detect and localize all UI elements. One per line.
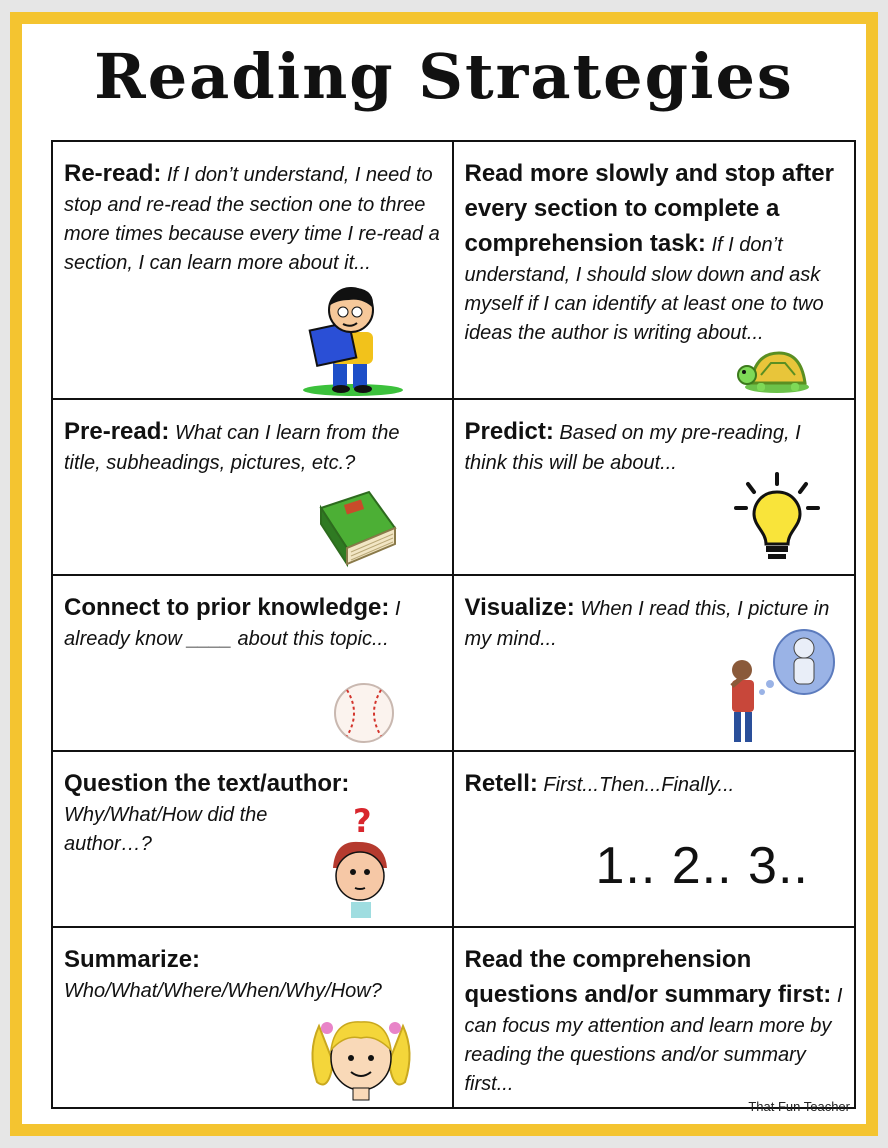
strategy-heading: Summarize: — [64, 946, 201, 973]
credit-text: That Fun Teacher — [748, 1099, 850, 1114]
strategy-cell-visualize — [454, 576, 855, 752]
strategy-cell-connect — [53, 576, 454, 752]
strategy-text — [64, 590, 442, 654]
poster — [10, 12, 878, 1136]
strategy-cell-retell — [454, 752, 855, 928]
page-title: Reading Strategies — [94, 40, 794, 113]
strategy-cell-predict — [454, 400, 855, 576]
boy-reading-icon — [301, 282, 411, 397]
sequence-numbers: 1.. 2.. 3.. — [595, 837, 809, 895]
strategy-heading: Pre-read: — [64, 418, 170, 445]
strategy-heading: Read the comprehension questions and/or summary first: — [464, 946, 832, 1008]
strategy-heading: Connect to prior knowledge: — [64, 594, 390, 621]
lightbulb-icon — [734, 472, 820, 564]
baseball-icon — [333, 682, 395, 744]
strategy-body: Who/What/Where/When/Why/How? — [64, 980, 382, 1002]
strategy-text — [64, 156, 442, 278]
strategy-body: First...Then...Finally... — [543, 774, 735, 796]
strategy-text — [465, 766, 845, 801]
strategy-body: I can focus my attention and learn more by reading the questions and/or summary first... — [464, 985, 843, 1095]
strategy-grid — [51, 140, 856, 1109]
strategy-text — [465, 414, 845, 478]
strategy-body: If I don’t understand, I need to stop and re-read the section one to three more times because every time I re-read a section, I can learn more about it... — [64, 164, 440, 274]
strategy-cell-question — [53, 752, 454, 928]
strategy-heading: Visualize: — [464, 594, 575, 621]
strategy-heading: Read more slowly and stop after every section to complete a comprehension task: — [464, 160, 834, 257]
strategy-cell-read-questions-first — [454, 928, 855, 1107]
question-girl-icon — [325, 804, 395, 924]
strategy-heading: Question the text/author: — [64, 770, 350, 797]
strategy-text — [64, 942, 442, 1006]
turtle-icon — [737, 345, 817, 395]
thinking-man-astronaut-icon — [716, 626, 836, 748]
strategy-body: I already know ____ about this topic... — [64, 598, 401, 650]
strategy-body: Why/What/How did the author…? — [64, 804, 268, 855]
strategy-body: What can I learn from the title, subheadings, pictures, etc.? — [64, 422, 400, 474]
strategy-text — [64, 414, 442, 478]
svg-text:?: ? — [353, 804, 372, 840]
green-book-icon — [315, 488, 399, 568]
strategy-heading: Predict: — [464, 418, 554, 445]
strategy-text — [465, 156, 845, 348]
strategy-body: Based on my pre-reading, I think this will be about... — [464, 422, 801, 474]
strategy-cell-reread — [53, 142, 454, 400]
strategy-cell-preread — [53, 400, 454, 576]
strategy-heading: Re-read: — [64, 160, 162, 187]
strategy-cell-read-slowly — [454, 142, 855, 400]
strategy-heading: Retell: — [464, 770, 538, 797]
strategy-body: If I don’t understand, I should slow down and ask myself if I can identify at least one to two ideas the author is writing about... — [464, 234, 824, 344]
strategy-text — [465, 942, 845, 1099]
strategy-cell-summarize — [53, 928, 454, 1107]
strategy-body: When I read this, I picture in my mind... — [464, 598, 830, 650]
pigtail-girl-icon — [305, 1012, 417, 1102]
